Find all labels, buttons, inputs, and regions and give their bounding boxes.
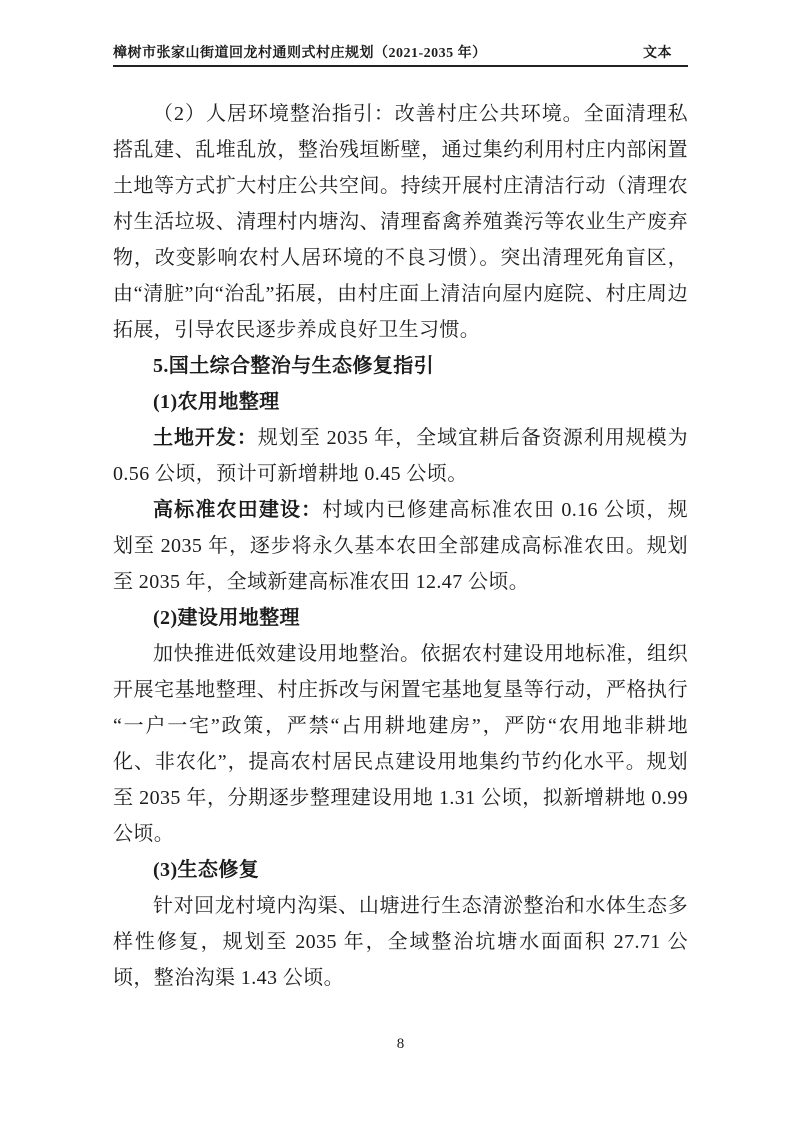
land-development-label: 土地开发： xyxy=(153,427,258,449)
high-standard-farmland-text: 村域内已修建高标准农田 0.16 公顷，规划至 2035 年，逐步将永久基本农田全部建成高标准农田。规划至 2035 年，全域新建高标准农田 12.47 公顷。 xyxy=(113,499,689,593)
subheading-agricultural-land: (1)农用地整理 xyxy=(153,391,280,413)
header-doc-type: 文本 xyxy=(643,46,672,61)
header-title: 樟树市张家山街道回龙村通则式村庄规划（2021-2035 年） xyxy=(113,46,487,61)
page-footer xyxy=(113,1036,688,1053)
paragraph-construction-land: 加快推进低效建设用地整治。依据农村建设用地标准，组织开展宅基地整理、村庄拆改与闲置宅基地复垦等行动，严格执行“一户一宅”政策，严禁“占用耕地建房”，严防“农用地非耕地化、非农化”，提高农村居民点建设用地集约节约化水平。规划至 2035 年，分期逐步整理建设用地 1.31 公顷，拟新增耕地 0.99 公顷。 xyxy=(113,643,688,845)
paragraph-ecological-restoration: 针对回龙村境内沟渠、山塘进行生态清淤整治和水体生态多样性修复，规划至 2035 年，全域整治坑塘水面面积 27.71 公顷，整治沟渠 1.43 公顷。 xyxy=(113,895,688,989)
paragraph-land-development xyxy=(113,420,688,492)
subheading-ecological-restoration: (3)生态修复 xyxy=(153,859,260,881)
land-development-text: 规划至 2035 年，全域宜耕后备资源利用规模为 0.56 公顷，预计可新增耕地 0.45 公顷。 xyxy=(113,427,688,485)
paragraph-living-environment-guide: （2）人居环境整治指引：改善村庄公共环境。全面清理私搭乱建、乱堆乱放，整治残垣断壁，通过集约利用村庄内部闲置土地等方式扩大村庄公共空间。持续开展村庄清洁行动（清理农村生活垃圾、清理村内塘沟、清理畜禽养殖粪污等农业生产废弃物，改变影响农村人居环境的不良习惯）。突出清理死角盲区，由“清脏”向“治乱”拓展，由村庄面上清洁向屋内庭院、村庄周边拓展，引导农民逐步养成良好卫生习惯。 xyxy=(113,103,688,341)
heading-land-consolidation-ecology: 5.国土综合整治与生态修复指引 xyxy=(153,355,434,377)
page-header xyxy=(113,42,688,67)
high-standard-farmland-label: 高标准农田建设： xyxy=(153,499,323,521)
document-body xyxy=(113,96,688,996)
paragraph-high-standard-farmland xyxy=(113,492,688,600)
subheading-construction-land: (2)建设用地整理 xyxy=(153,607,300,629)
page-number: 8 xyxy=(396,1036,405,1052)
